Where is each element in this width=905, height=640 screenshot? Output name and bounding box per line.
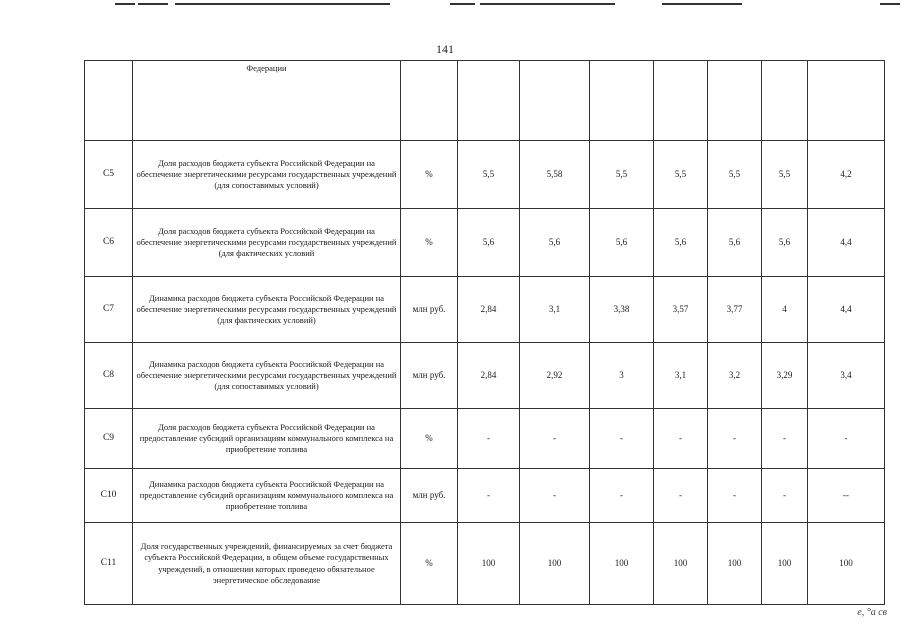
value-cell	[654, 61, 708, 141]
row-description: Динамика расходов бюджета субъекта Российской Федерации на предоставление субсидий организациям коммунального комплекса на приобретение топлива	[133, 469, 401, 523]
value-cell: 5,6	[590, 209, 654, 277]
value-cell: 3,2	[708, 343, 762, 409]
table-row	[85, 523, 885, 605]
value-cell	[590, 61, 654, 141]
table-row	[85, 469, 885, 523]
value-cell: 5,5	[458, 141, 520, 209]
value-cell: -	[590, 469, 654, 523]
value-cell: -	[762, 469, 808, 523]
row-description: Динамика расходов бюджета субъекта Российской Федерации на обеспечение энергетическими ресурсами государственных учреждений (для фактических условий)	[133, 277, 401, 343]
value-cell: -	[762, 409, 808, 469]
value-cell: 4,4	[808, 209, 885, 277]
row-code	[85, 61, 133, 141]
table-body	[85, 61, 885, 605]
row-code: С6	[85, 209, 133, 277]
row-description: Доля расходов бюджета субъекта Российской Федерации на обеспечение энергетическими ресурсами государственных учреждений (для сопоставимых условий)	[133, 141, 401, 209]
row-code: С7	[85, 277, 133, 343]
value-cell	[808, 61, 885, 141]
scan-mark	[662, 3, 742, 5]
value-cell: 4,2	[808, 141, 885, 209]
value-cell: 5,6	[654, 209, 708, 277]
value-cell: 5,58	[520, 141, 590, 209]
value-cell: -	[458, 469, 520, 523]
scan-mark	[175, 3, 390, 5]
table-row	[85, 277, 885, 343]
value-cell	[458, 61, 520, 141]
value-cell: 4	[762, 277, 808, 343]
value-cell: 3,4	[808, 343, 885, 409]
value-cell: 3,77	[708, 277, 762, 343]
scan-mark	[115, 3, 135, 5]
value-cell: -	[654, 409, 708, 469]
row-code: С11	[85, 523, 133, 605]
row-unit: %	[401, 523, 458, 605]
row-unit: млн руб.	[401, 469, 458, 523]
table-row-header	[85, 61, 885, 141]
row-unit: %	[401, 409, 458, 469]
value-cell: 100	[520, 523, 590, 605]
value-cell: 5,5	[708, 141, 762, 209]
value-cell: -	[520, 469, 590, 523]
value-cell: 3	[590, 343, 654, 409]
row-code: С8	[85, 343, 133, 409]
row-code: С10	[85, 469, 133, 523]
scan-mark	[450, 3, 475, 5]
value-cell: 3,1	[520, 277, 590, 343]
value-cell: -	[708, 469, 762, 523]
value-cell: 5,5	[590, 141, 654, 209]
value-cell: -	[458, 409, 520, 469]
value-cell: 100	[762, 523, 808, 605]
value-cell: --	[808, 469, 885, 523]
value-cell: 5,5	[762, 141, 808, 209]
value-cell: 5,6	[520, 209, 590, 277]
scan-mark	[880, 3, 900, 5]
table-row	[85, 409, 885, 469]
value-cell: 100	[590, 523, 654, 605]
row-description: Доля расходов бюджета субъекта Российской Федерации на предоставление субсидий организациям коммунального комплекса на приобретение топлива	[133, 409, 401, 469]
value-cell: 4,4	[808, 277, 885, 343]
row-unit: млн руб.	[401, 343, 458, 409]
value-cell: -	[520, 409, 590, 469]
table-row	[85, 141, 885, 209]
scan-mark	[138, 3, 168, 5]
row-description: Доля расходов бюджета субъекта Российской Федерации на обеспечение энергетическими ресурсами государственных учреждений (для фактических условий	[133, 209, 401, 277]
value-cell: 100	[654, 523, 708, 605]
value-cell: 2,84	[458, 343, 520, 409]
value-cell: 2,84	[458, 277, 520, 343]
value-cell: 3,57	[654, 277, 708, 343]
row-description: Динамика расходов бюджета субъекта Российской Федерации на обеспечение энергетическими ресурсами государственных учреждений (для сопоставимых условий)	[133, 343, 401, 409]
page-number: 141	[436, 42, 454, 56]
value-cell: -	[708, 409, 762, 469]
value-cell: 2,92	[520, 343, 590, 409]
value-cell: 5,6	[762, 209, 808, 277]
handwritten-corner-note: е, °а св	[857, 607, 887, 618]
row-code: С5	[85, 141, 133, 209]
value-cell: 5,6	[458, 209, 520, 277]
row-unit	[401, 61, 458, 141]
value-cell: 3,1	[654, 343, 708, 409]
indicators-table	[84, 60, 885, 605]
value-cell: 3,38	[590, 277, 654, 343]
row-description: Федерации	[133, 61, 401, 141]
table-row	[85, 209, 885, 277]
row-unit: млн руб.	[401, 277, 458, 343]
table-row	[85, 343, 885, 409]
value-cell: 5,5	[654, 141, 708, 209]
row-code: С9	[85, 409, 133, 469]
value-cell: 100	[458, 523, 520, 605]
value-cell: 5,6	[708, 209, 762, 277]
row-unit: %	[401, 209, 458, 277]
value-cell: -	[654, 469, 708, 523]
row-description: Доля государственных учреждений, финансируемых за счет бюджета субъекта Российской Федерации, в общем объеме государственных учреждений, в отношении которых проведено обязательное энергетическое обследование	[133, 523, 401, 605]
value-cell: 3,29	[762, 343, 808, 409]
value-cell: -	[808, 409, 885, 469]
row-unit: %	[401, 141, 458, 209]
top-scan-marks	[0, 0, 905, 10]
value-cell: 100	[808, 523, 885, 605]
value-cell: 100	[708, 523, 762, 605]
value-cell	[762, 61, 808, 141]
scan-mark	[480, 3, 615, 5]
value-cell	[708, 61, 762, 141]
value-cell: -	[590, 409, 654, 469]
value-cell	[520, 61, 590, 141]
